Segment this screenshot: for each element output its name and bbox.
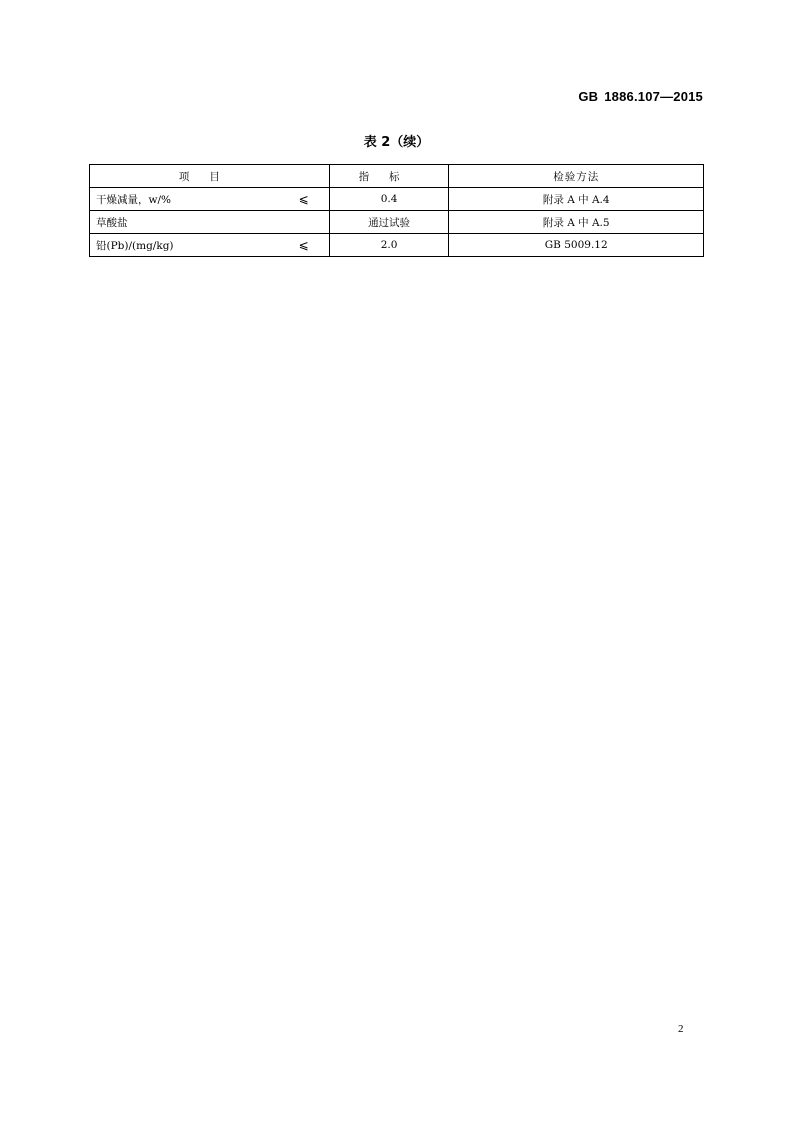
index-cell: 通过试验 [329,211,449,234]
method-cell: 附录 A 中 A.5 [449,211,704,234]
column-header-index: 指标 [329,165,449,188]
column-header-item: 项目 [90,165,330,188]
item-cell [90,234,330,257]
method-cell: 附录 A 中 A.4 [449,188,704,211]
method-cell: GB 5009.12 [449,234,704,257]
index-cell: 2.0 [329,234,449,257]
leq-symbol: ⩽ [298,192,309,206]
item-cell [90,211,330,234]
item-label: 铅(Pb)/(mg/kg) [96,239,174,252]
standard-header [578,89,703,104]
leq-symbol: ⩽ [298,238,309,252]
index-cell: 0.4 [329,188,449,211]
item-label: 草酸盐 [96,216,128,229]
standard-number: 1886.107—2015 [604,89,703,104]
page-number: 2 [678,1023,684,1035]
item-label: 干燥减量，w/% [96,193,172,206]
table-row [90,211,704,234]
table-row [90,234,704,257]
standard-code: GB [578,89,599,104]
table-header-row [90,165,704,188]
table-title: 表 2（续） [363,135,430,150]
item-cell [90,188,330,211]
table-row [90,188,704,211]
spec-table [89,164,704,257]
column-header-method: 检验方法 [449,165,704,188]
